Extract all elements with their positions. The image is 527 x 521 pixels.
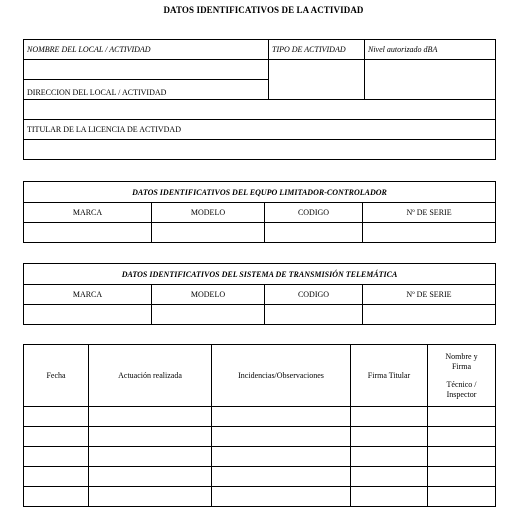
local-name-field[interactable] xyxy=(24,60,269,80)
telematics-heading: DATOS IDENTIFICATIVOS DEL SISTEMA DE TRANSMISIÓN TELEMÁTICA xyxy=(24,264,496,285)
log-cell[interactable] xyxy=(212,447,351,467)
log-row xyxy=(24,447,496,467)
telematics-serial-field[interactable] xyxy=(363,305,496,325)
limiter-serial-field[interactable] xyxy=(363,223,496,243)
log-cell[interactable] xyxy=(89,467,212,487)
license-holder-label: TITULAR DE LA LICENCIA DE ACTIVDAD xyxy=(24,120,496,140)
log-table xyxy=(23,344,496,507)
log-cell[interactable] xyxy=(24,487,89,507)
log-cell[interactable] xyxy=(89,427,212,447)
log-cell[interactable] xyxy=(351,447,428,467)
log-cell[interactable] xyxy=(351,467,428,487)
local-name-label: NOMBRE DEL LOCAL / ACTIVIDAD xyxy=(24,40,269,60)
telematics-model-field[interactable] xyxy=(152,305,265,325)
log-cell[interactable] xyxy=(24,467,89,487)
log-cell[interactable] xyxy=(24,447,89,467)
activity-type-label: TIPO DE ACTIVIDAD xyxy=(269,40,365,60)
log-row xyxy=(24,467,496,487)
log-col-inspector-line-2: Firma xyxy=(451,361,472,371)
log-row xyxy=(24,407,496,427)
log-row xyxy=(24,427,496,447)
telematics-code-field[interactable] xyxy=(265,305,363,325)
log-cell[interactable] xyxy=(24,427,89,447)
limiter-heading: DATOS IDENTIFICATIVOS DEL EQUPO LIMITADOR-CONTROLADOR xyxy=(24,182,496,203)
telematics-col-serial: Nº DE SERIE xyxy=(363,285,496,305)
activity-type-field[interactable] xyxy=(269,60,365,100)
noise-level-label: Nivel autorizado dBA xyxy=(365,40,496,60)
log-col-inspector-line-1: Nombre y xyxy=(445,351,478,361)
log-cell[interactable] xyxy=(212,427,351,447)
log-col-owner-signature: Firma Titular xyxy=(351,345,428,407)
address-field[interactable] xyxy=(24,100,496,120)
telematics-brand-field[interactable] xyxy=(24,305,152,325)
log-cell[interactable] xyxy=(428,407,496,427)
telematics-table xyxy=(23,263,496,325)
log-cell[interactable] xyxy=(428,467,496,487)
address-label: DIRECCION DEL LOCAL / ACTIVIDAD xyxy=(24,80,269,100)
log-cell[interactable] xyxy=(212,487,351,507)
log-row xyxy=(24,487,496,507)
limiter-col-code: CODIGO xyxy=(265,203,363,223)
limiter-col-serial: Nº DE SERIE xyxy=(363,203,496,223)
log-col-inspector-line-3: Técnico / xyxy=(446,379,477,389)
log-cell[interactable] xyxy=(89,407,212,427)
limiter-code-field[interactable] xyxy=(265,223,363,243)
log-cell[interactable] xyxy=(428,487,496,507)
log-col-incidents: Incidencias/Observaciones xyxy=(212,345,351,407)
log-cell[interactable] xyxy=(428,427,496,447)
telematics-col-code: CODIGO xyxy=(265,285,363,305)
activity-table xyxy=(23,39,496,160)
limiter-brand-field[interactable] xyxy=(24,223,152,243)
license-holder-field[interactable] xyxy=(24,140,496,160)
noise-level-field[interactable] xyxy=(365,60,496,100)
log-cell[interactable] xyxy=(351,427,428,447)
page-title: DATOS IDENTIFICATIVOS DE LA ACTIVIDAD xyxy=(163,5,364,15)
log-col-date: Fecha xyxy=(24,345,89,407)
log-cell[interactable] xyxy=(89,487,212,507)
limiter-table xyxy=(23,181,496,243)
log-col-action: Actuación realizada xyxy=(89,345,212,407)
limiter-model-field[interactable] xyxy=(152,223,265,243)
log-cell[interactable] xyxy=(428,447,496,467)
telematics-col-model: MODELO xyxy=(152,285,265,305)
log-cell[interactable] xyxy=(351,487,428,507)
log-cell[interactable] xyxy=(89,447,212,467)
log-col-inspector-line-4: Inspector xyxy=(446,389,477,399)
log-cell[interactable] xyxy=(351,407,428,427)
log-cell[interactable] xyxy=(212,407,351,427)
log-cell[interactable] xyxy=(212,467,351,487)
limiter-col-model: MODELO xyxy=(152,203,265,223)
telematics-col-brand: MARCA xyxy=(24,285,152,305)
log-col-inspector-signature xyxy=(428,345,496,407)
limiter-col-brand: MARCA xyxy=(24,203,152,223)
log-cell[interactable] xyxy=(24,407,89,427)
